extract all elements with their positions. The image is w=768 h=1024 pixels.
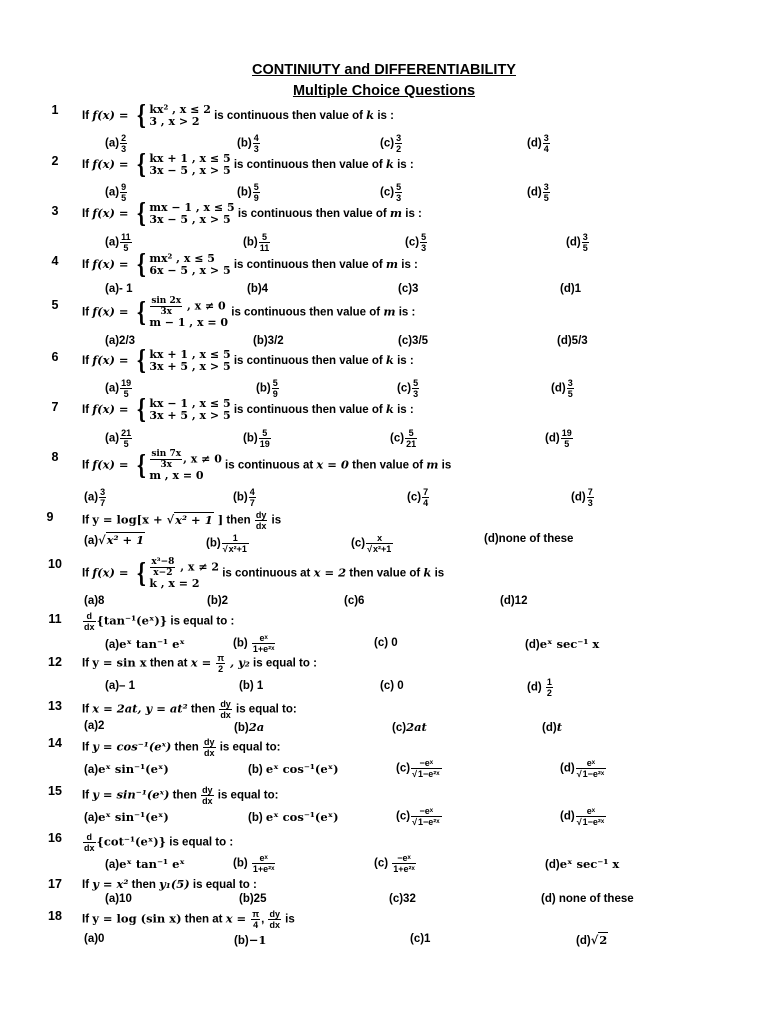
option-d: (d) $\frac{19}{5}$ (545, 428, 572, 449)
option-a: (a)eˣ tan⁻¹ eˣ (105, 637, 185, 651)
option-a: (a)2/3 (105, 335, 136, 347)
option-a: (a) $\frac{3}{7}$ (84, 487, 106, 508)
question-text: $\frac{d}{dx}$ {cot⁻¹(eˣ)} is equal to : (84, 832, 234, 853)
option-d: (d)eˣ sec⁻¹ x (525, 637, 600, 651)
option-a: (a)10 (105, 893, 132, 905)
option-d: (d) $\frac{3}{5}$ (566, 232, 588, 253)
question-number: 11 (48, 612, 62, 626)
option-d: (d) $\frac{3}{5}$ (551, 378, 573, 399)
option-b: (b)2a (234, 720, 265, 734)
question-text: If x = 2at, y = at² then $\frac{dy}{dx}$ is equal to: (82, 699, 297, 720)
document-title: CONTINIUTY and DIFFERENTIABILITY (252, 62, 516, 78)
option-c: (c)1 (410, 933, 431, 945)
option-a: (a)0 (84, 933, 105, 945)
option-c: (c) $\frac{5}{3}$ (397, 378, 419, 399)
option-b: (b) $\frac{5}{19}$ (243, 428, 270, 449)
option-d: (d)t (542, 720, 562, 734)
option-c: (c) $\frac{3}{2}$ (380, 133, 402, 154)
option-a: (a)√x² + 1 (84, 533, 145, 547)
option-a: (a) $\frac{21}{5}$ (105, 428, 132, 449)
option-c: (c) $\frac{5}{3}$ (405, 232, 427, 253)
option-d: (d)√2 (576, 933, 608, 947)
question-number: 15 (48, 784, 62, 798)
option-b: (b) $\frac{5}{9}$ (237, 182, 259, 203)
question-number: 8 (51, 450, 59, 464)
question-text: If f(x) = { kx − 1 , x ≤ 5 3x + 5 , x > 5 is continuous then value of k is : (82, 395, 414, 425)
option-a: (a)- 1 (105, 283, 133, 295)
option-a: (a)– 1 (105, 680, 136, 692)
option-b: (b)3/2 (253, 335, 284, 347)
question-text: If y = log[x + √x² + 1 ] then $\frac{dy}{dx}$ is (82, 510, 282, 531)
question-number: 13 (48, 699, 62, 713)
question-number: 9 (46, 510, 54, 524)
question-text: If f(x) = { $\frac{\sin 2x}{3x}$ , x ≠ 0 m − 1 , x = 0 is continuous then value of m is : (82, 296, 416, 329)
option-b: (b)25 (239, 893, 267, 905)
question-text: If f(x) = { kx² , x ≤ 2 3 , x > 2 is continuous then value of k is : (82, 101, 394, 131)
option-b: (b) $\frac{4}{3}$ (237, 133, 259, 154)
option-c: (c)6 (344, 595, 365, 607)
question-text: If y = cos⁻¹(eˣ) then $\frac{dy}{dx}$ is equal to: (82, 737, 281, 758)
option-a: (a) $\frac{2}{3}$ (105, 133, 127, 154)
option-d: (d) $\frac{1}{2}$ (527, 677, 552, 698)
option-a: (a)8 (84, 595, 105, 607)
option-d: (d)none of these (484, 533, 574, 545)
option-c: (c) 0 (380, 680, 404, 692)
option-c: (c)3/5 (398, 335, 429, 347)
option-b: (b) $\frac{1}{\text{√x²+1}}$ (206, 533, 247, 554)
option-c: (c) $\frac{7}{4}$ (407, 487, 429, 508)
option-d: (d)12 (500, 595, 528, 607)
question-number: 7 (51, 400, 59, 414)
question-text: If f(x) = { mx − 1 , x ≤ 5 3x − 5 , x > 5 is continuous then value of m is : (82, 199, 422, 229)
question-number: 18 (48, 909, 62, 923)
option-c: (c) $\frac{\text{−eˣ}}{\text{√1−e²ˣ}}$ (396, 806, 440, 827)
option-b: (b)2 (207, 595, 229, 607)
question-text: If f(x) = { $\frac{\sin 7x}{3x}$ , x ≠ 0 m , x = 0 is continuous at x = 0 then value of m is (82, 449, 452, 482)
option-c: (c) $\frac{x}{\text{√x²+1}}$ (351, 533, 392, 554)
option-b: (b) eˣ cos⁻¹(eˣ) (248, 762, 339, 776)
option-a: (a) $\frac{9}{5}$ (105, 182, 127, 203)
option-b: (b)4 (247, 283, 269, 295)
question-number: 12 (48, 655, 62, 669)
option-c: (c) $\frac{5}{3}$ (380, 182, 402, 203)
option-b: (b) $\frac{\text{eˣ}}{\text{1+e²ˣ}}$ (233, 853, 275, 874)
option-d: (d) none of these (541, 893, 634, 905)
question-number: 3 (51, 204, 59, 218)
question-text: If f(x) = { $\frac{\text{x³−8}}{x-2}$ , x ≠ 2 k , x = 2 is continuous at x = 2 then value of k is (82, 557, 445, 590)
question-number: 5 (51, 298, 59, 312)
option-d: (d) $\frac{7}{3}$ (571, 487, 593, 508)
question-text: $\frac{d}{dx}$ {tan⁻¹(eˣ)} is equal to : (84, 611, 235, 632)
question-number: 1 (51, 103, 59, 117)
question-text: If y = sin⁻¹(eˣ) then $\frac{dy}{dx}$ is equal to: (82, 785, 279, 806)
option-b: (b) 1 (239, 680, 264, 692)
option-d: (d)1 (560, 283, 582, 295)
question-number: 17 (48, 877, 62, 891)
question-text: If y = log (sin x) then at x = $\frac{\pi}{4}$ , $\frac{dy}{dx}$ is (82, 909, 295, 930)
question-text: If y = sin x then at x = $\frac{\pi}{2}$ , y₂ is equal to : (82, 653, 317, 674)
document-subtitle: Multiple Choice Questions (292, 83, 476, 99)
option-d: (d)5/3 (557, 335, 588, 347)
option-d: (d) $\frac{\text{eˣ}}{\text{√1−e²ˣ}}$ (560, 758, 605, 779)
option-b: (b) $\frac{4}{7}$ (233, 487, 255, 508)
option-c: (c) $\frac{\text{−eˣ}}{\text{1+e²ˣ}}$ (374, 853, 415, 874)
question-number: 10 (48, 557, 62, 571)
question-text: If f(x) = { kx + 1 , x ≤ 5 3x + 5 , x > 5 is continuous then value of k is : (82, 346, 414, 376)
option-b: (b) $\frac{5}{11}$ (243, 232, 270, 253)
option-b: (b) $\frac{\text{eˣ}}{\text{1+e²ˣ}}$ (233, 633, 275, 654)
option-c: (c) 0 (374, 637, 398, 649)
question-number: 2 (51, 154, 59, 168)
option-c: (c)2at (392, 720, 427, 734)
option-d: (d)eˣ sec⁻¹ x (545, 857, 620, 871)
option-a: (a) $\frac{11}{5}$ (105, 232, 131, 253)
option-c: (c) $\frac{\text{−eˣ}}{\text{√1−e²ˣ}}$ (396, 758, 440, 779)
question-text: If y = x² then y₁(5) is equal to : (82, 877, 257, 891)
option-c: (c)32 (389, 893, 416, 905)
option-d: (d) $\frac{\text{eˣ}}{\text{√1−e²ˣ}}$ (560, 806, 605, 827)
option-b: (b)−1 (234, 933, 267, 947)
option-b: (b) $\frac{5}{9}$ (256, 378, 278, 399)
option-d: (d) $\frac{3}{5}$ (527, 182, 549, 203)
question-number: 4 (51, 254, 59, 268)
option-c: (c) $\frac{5}{21}$ (390, 428, 417, 449)
question-number: 16 (48, 831, 62, 845)
question-number: 6 (51, 350, 59, 364)
option-c: (c)3 (398, 283, 419, 295)
option-d: (d) $\frac{3}{4}$ (527, 133, 549, 154)
option-a: (a)eˣ sin⁻¹(eˣ) (84, 810, 169, 824)
question-text: If f(x) = { mx² , x ≤ 5 6x − 5 , x > 5 is continuous then value of m is : (82, 250, 418, 280)
option-a: (a)2 (84, 720, 105, 732)
option-a: (a)eˣ sin⁻¹(eˣ) (84, 762, 169, 776)
question-number: 14 (48, 736, 62, 750)
option-a: (a)eˣ tan⁻¹ eˣ (105, 857, 185, 871)
question-text: If f(x) = { kx + 1 , x ≤ 5 3x − 5 , x > 5 is continuous then value of k is : (82, 150, 414, 180)
option-b: (b) eˣ cos⁻¹(eˣ) (248, 810, 339, 824)
option-a: (a) $\frac{19}{5}$ (105, 378, 132, 399)
